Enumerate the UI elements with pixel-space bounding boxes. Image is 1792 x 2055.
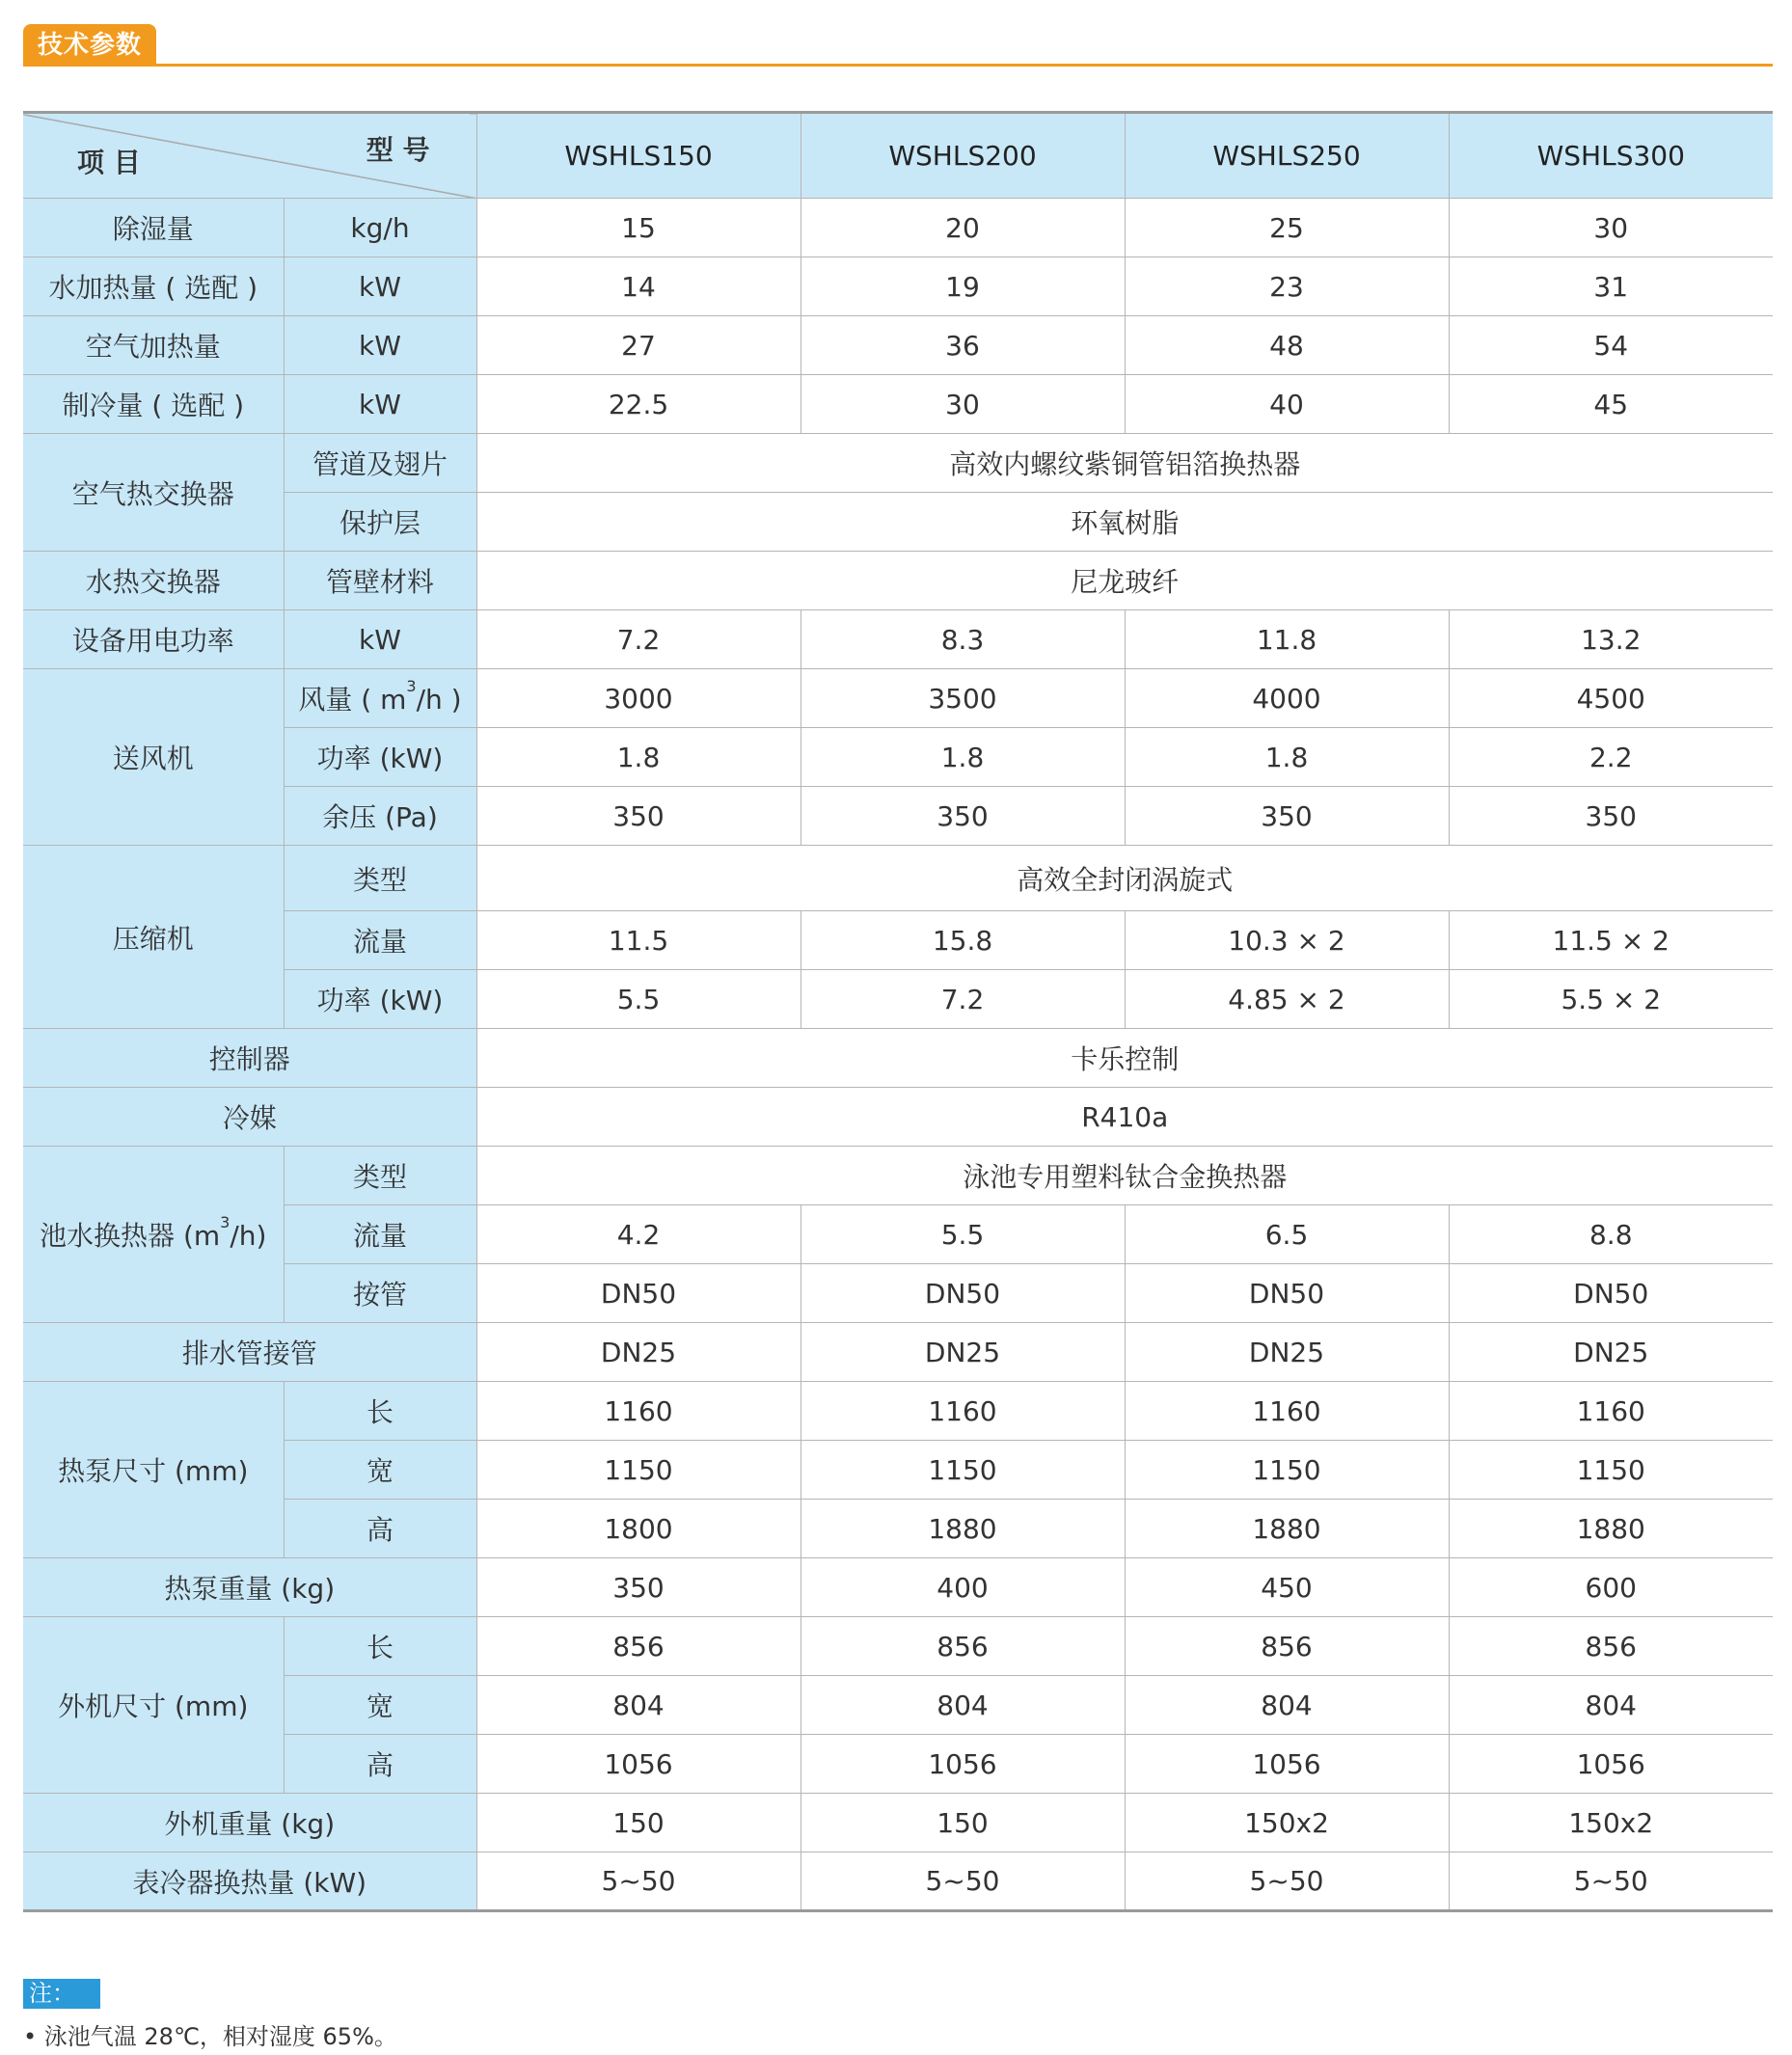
row-sublabel: 管壁材料 bbox=[284, 552, 476, 610]
cell: 36 bbox=[801, 316, 1125, 375]
cell: 11.5 × 2 bbox=[1449, 911, 1773, 970]
cell: 7.2 bbox=[476, 610, 801, 669]
row-unit: kW bbox=[284, 257, 476, 316]
row-sublabel: 流量 bbox=[284, 911, 476, 970]
cell: 15.8 bbox=[801, 911, 1125, 970]
row-label: 压缩机 bbox=[23, 846, 284, 1029]
cell: 450 bbox=[1125, 1558, 1449, 1617]
cell: 11.8 bbox=[1125, 610, 1449, 669]
table-row bbox=[23, 375, 1773, 434]
row-unit: kW bbox=[284, 375, 476, 434]
table-row bbox=[23, 1323, 1773, 1382]
row-label: 制冷量 ( 选配 ) bbox=[23, 375, 284, 434]
cell: 13.2 bbox=[1449, 610, 1773, 669]
row-sublabel: 流量 bbox=[284, 1205, 476, 1264]
cell: DN50 bbox=[801, 1264, 1125, 1323]
cell: 11.5 bbox=[476, 911, 801, 970]
row-label: 送风机 bbox=[23, 669, 284, 846]
cell: 1056 bbox=[801, 1735, 1125, 1794]
cell: 23 bbox=[1125, 257, 1449, 316]
cell: 5.5 × 2 bbox=[1449, 970, 1773, 1029]
superscript: 3 bbox=[406, 677, 417, 695]
cell: 350 bbox=[801, 787, 1125, 846]
cell: 4.2 bbox=[476, 1205, 801, 1264]
cell: DN25 bbox=[801, 1323, 1125, 1382]
row-sublabel: 长 bbox=[284, 1617, 476, 1676]
cell: 5.5 bbox=[801, 1205, 1125, 1264]
model-header: WSHLS250 bbox=[1125, 113, 1449, 199]
table-row bbox=[23, 1147, 1773, 1205]
merged-cell: 高效内螺纹紫铜管铝箔换热器 bbox=[476, 434, 1773, 493]
row-sublabel: 类型 bbox=[284, 1147, 476, 1205]
row-label bbox=[23, 1147, 284, 1323]
cell: 350 bbox=[1125, 787, 1449, 846]
table-row bbox=[23, 199, 1773, 257]
row-sublabel: 高 bbox=[284, 1500, 476, 1558]
table-row bbox=[23, 1382, 1773, 1441]
cell: 1160 bbox=[801, 1382, 1125, 1441]
cell: 150 bbox=[801, 1794, 1125, 1852]
table-row bbox=[23, 846, 1773, 911]
cell: 4500 bbox=[1449, 669, 1773, 728]
cell: 20 bbox=[801, 199, 1125, 257]
table-row bbox=[23, 1735, 1773, 1794]
cell: 1.8 bbox=[476, 728, 801, 787]
cell: 10.3 × 2 bbox=[1125, 911, 1449, 970]
cell: 856 bbox=[801, 1617, 1125, 1676]
row-label: 水加热量 ( 选配 ) bbox=[23, 257, 284, 316]
note-badge: 注： bbox=[23, 1979, 100, 2009]
cell: 350 bbox=[476, 787, 801, 846]
cell: 6.5 bbox=[1125, 1205, 1449, 1264]
table-row bbox=[23, 257, 1773, 316]
cell: 804 bbox=[1125, 1676, 1449, 1735]
row-label: 除湿量 bbox=[23, 199, 284, 257]
table-row bbox=[23, 669, 1773, 728]
table-row bbox=[23, 787, 1773, 846]
cell: 400 bbox=[801, 1558, 1125, 1617]
cell: 350 bbox=[1449, 787, 1773, 846]
table-row bbox=[23, 1500, 1773, 1558]
cell: 5~50 bbox=[1449, 1852, 1773, 1911]
label-text: /h) bbox=[230, 1220, 267, 1252]
cell: 856 bbox=[476, 1617, 801, 1676]
row-label: 空气热交换器 bbox=[23, 434, 284, 552]
row-sublabel: 长 bbox=[284, 1382, 476, 1441]
row-sublabel: 高 bbox=[284, 1735, 476, 1794]
cell: 1.8 bbox=[1125, 728, 1449, 787]
table-row bbox=[23, 1205, 1773, 1264]
table-row bbox=[23, 1441, 1773, 1500]
row-label: 设备用电功率 bbox=[23, 610, 284, 669]
cell: 1160 bbox=[1125, 1382, 1449, 1441]
section-divider bbox=[23, 64, 1773, 67]
cell: 45 bbox=[1449, 375, 1773, 434]
row-unit: kW bbox=[284, 610, 476, 669]
spec-table bbox=[23, 111, 1773, 1912]
table-row bbox=[23, 1088, 1773, 1147]
table-row bbox=[23, 970, 1773, 1029]
table-row bbox=[23, 728, 1773, 787]
cell: 22.5 bbox=[476, 375, 801, 434]
cell: 1800 bbox=[476, 1500, 801, 1558]
cell: 1056 bbox=[1125, 1735, 1449, 1794]
sublabel-text: 风量 ( m bbox=[298, 684, 407, 716]
cell: 5~50 bbox=[801, 1852, 1125, 1911]
cell: DN50 bbox=[1449, 1264, 1773, 1323]
merged-cell: 泳池专用塑料钛合金换热器 bbox=[476, 1147, 1773, 1205]
table-row bbox=[23, 1617, 1773, 1676]
cell: 804 bbox=[801, 1676, 1125, 1735]
cell: 31 bbox=[1449, 257, 1773, 316]
table-row bbox=[23, 1264, 1773, 1323]
cell: 1160 bbox=[1449, 1382, 1773, 1441]
model-header: WSHLS300 bbox=[1449, 113, 1773, 199]
header-diagonal-cell bbox=[23, 113, 476, 199]
sublabel-text: /h ) bbox=[416, 684, 462, 716]
cell: 5~50 bbox=[476, 1852, 801, 1911]
row-label: 热泵重量 (kg) bbox=[23, 1558, 476, 1617]
row-sublabel: 余压 (Pa) bbox=[284, 787, 476, 846]
cell: 600 bbox=[1449, 1558, 1773, 1617]
row-sublabel: 管道及翅片 bbox=[284, 434, 476, 493]
table-row bbox=[23, 316, 1773, 375]
cell: 1056 bbox=[476, 1735, 801, 1794]
cell: 5.5 bbox=[476, 970, 801, 1029]
cell: DN50 bbox=[1125, 1264, 1449, 1323]
row-sublabel: 功率 (kW) bbox=[284, 728, 476, 787]
row-label: 排水管接管 bbox=[23, 1323, 476, 1382]
table-row bbox=[23, 552, 1773, 610]
table-row bbox=[23, 1794, 1773, 1852]
cell: 1150 bbox=[1449, 1441, 1773, 1500]
cell: 40 bbox=[1125, 375, 1449, 434]
cell: 15 bbox=[476, 199, 801, 257]
cell: 3000 bbox=[476, 669, 801, 728]
cell: DN25 bbox=[1125, 1323, 1449, 1382]
cell: 1150 bbox=[801, 1441, 1125, 1500]
row-sublabel: 宽 bbox=[284, 1676, 476, 1735]
cell: 48 bbox=[1125, 316, 1449, 375]
row-sublabel: 保护层 bbox=[284, 493, 476, 552]
merged-cell: 高效全封闭涡旋式 bbox=[476, 846, 1773, 911]
cell: 1160 bbox=[476, 1382, 801, 1441]
row-label: 空气加热量 bbox=[23, 316, 284, 375]
cell: 1880 bbox=[1449, 1500, 1773, 1558]
superscript: 3 bbox=[220, 1213, 231, 1231]
row-sublabel: 按管 bbox=[284, 1264, 476, 1323]
row-label: 热泵尺寸 (mm) bbox=[23, 1382, 284, 1558]
cell: 1150 bbox=[1125, 1441, 1449, 1500]
cell: 14 bbox=[476, 257, 801, 316]
row-unit: kW bbox=[284, 316, 476, 375]
cell: 1.8 bbox=[801, 728, 1125, 787]
cell: 25 bbox=[1125, 199, 1449, 257]
cell: 3500 bbox=[801, 669, 1125, 728]
row-label: 表冷器换热量 (kW) bbox=[23, 1852, 476, 1911]
cell: 856 bbox=[1449, 1617, 1773, 1676]
table-row bbox=[23, 493, 1773, 552]
cell: 150x2 bbox=[1449, 1794, 1773, 1852]
label-text: 池水换热器 (m bbox=[40, 1220, 221, 1252]
cell: 804 bbox=[1449, 1676, 1773, 1735]
table-row bbox=[23, 1558, 1773, 1617]
row-label: 冷媒 bbox=[23, 1088, 476, 1147]
cell: 350 bbox=[476, 1558, 801, 1617]
cell: 1880 bbox=[1125, 1500, 1449, 1558]
table-header-row bbox=[23, 113, 1773, 199]
cell: 8.3 bbox=[801, 610, 1125, 669]
table-row bbox=[23, 911, 1773, 970]
model-label: 型 号 bbox=[366, 134, 430, 166]
merged-cell: R410a bbox=[476, 1088, 1773, 1147]
row-sublabel bbox=[284, 669, 476, 728]
cell: 2.2 bbox=[1449, 728, 1773, 787]
model-header: WSHLS150 bbox=[476, 113, 801, 199]
cell: 4000 bbox=[1125, 669, 1449, 728]
cell: 1150 bbox=[476, 1441, 801, 1500]
section-title-tab: 技术参数 bbox=[23, 24, 156, 65]
row-label: 外机尺寸 (mm) bbox=[23, 1617, 284, 1794]
cell: 30 bbox=[1449, 199, 1773, 257]
cell: 1056 bbox=[1449, 1735, 1773, 1794]
cell: 150x2 bbox=[1125, 1794, 1449, 1852]
cell: 150 bbox=[476, 1794, 801, 1852]
cell: 19 bbox=[801, 257, 1125, 316]
cell: DN50 bbox=[476, 1264, 801, 1323]
cell: 7.2 bbox=[801, 970, 1125, 1029]
cell: 5~50 bbox=[1125, 1852, 1449, 1911]
table-row bbox=[23, 434, 1773, 493]
cell: 804 bbox=[476, 1676, 801, 1735]
cell: DN25 bbox=[476, 1323, 801, 1382]
row-label: 水热交换器 bbox=[23, 552, 284, 610]
row-unit: kg/h bbox=[284, 199, 476, 257]
note-text: • 泳池气温 28℃，相对湿度 65%。 bbox=[23, 2023, 397, 2050]
row-sublabel: 宽 bbox=[284, 1441, 476, 1500]
table-row bbox=[23, 610, 1773, 669]
model-header: WSHLS200 bbox=[801, 113, 1125, 199]
cell: 30 bbox=[801, 375, 1125, 434]
row-label: 外机重量 (kg) bbox=[23, 1794, 476, 1852]
merged-cell: 尼龙玻纤 bbox=[476, 552, 1773, 610]
row-sublabel: 功率 (kW) bbox=[284, 970, 476, 1029]
cell: 27 bbox=[476, 316, 801, 375]
item-label: 项 目 bbox=[77, 147, 141, 178]
merged-cell: 环氧树脂 bbox=[476, 493, 1773, 552]
table-row bbox=[23, 1852, 1773, 1911]
row-sublabel: 类型 bbox=[284, 846, 476, 911]
cell: 54 bbox=[1449, 316, 1773, 375]
cell: 1880 bbox=[801, 1500, 1125, 1558]
table-row bbox=[23, 1676, 1773, 1735]
cell: 8.8 bbox=[1449, 1205, 1773, 1264]
row-label: 控制器 bbox=[23, 1029, 476, 1088]
cell: 4.85 × 2 bbox=[1125, 970, 1449, 1029]
cell: DN25 bbox=[1449, 1323, 1773, 1382]
table-row bbox=[23, 1029, 1773, 1088]
merged-cell: 卡乐控制 bbox=[476, 1029, 1773, 1088]
cell: 856 bbox=[1125, 1617, 1449, 1676]
